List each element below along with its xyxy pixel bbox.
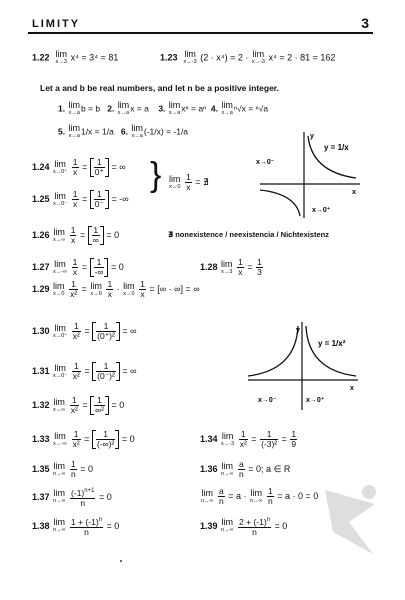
nonexistence-note: ∄ nonexistence / neexistencia / Nichtexistenz <box>168 230 330 239</box>
y-axis-label: y <box>296 327 300 334</box>
formula-1-38: 1.38 lim n→∞ $\frac{1 + (-1)^n}{n}$ = 0 <box>32 516 120 537</box>
intro-text: Let a and b be real numbers, and let n be a positive integer. <box>40 83 280 93</box>
page-header <box>28 15 373 34</box>
formula-1-29: 1.29 lim x→0 $\frac{1}{\text{x²}}$ = lim x→0 $\frac{1}{x}$ · lim x→0 $\frac{1}{x}$ = [∞ · ∞] = ∞ <box>32 279 200 299</box>
formula-1-32: 1.32 lim x→∞ $\frac{1}{\text{x²}}$ = 1 ∞² = 0 <box>32 395 125 415</box>
scan-speck <box>120 560 122 562</box>
formula-1-28: 1.28 lim x→3 $\frac{1}{x}$ = $\frac{1}{3}$ <box>200 257 262 277</box>
formula-1-33: 1.33 lim x→-∞ $\frac{1}{\text{x²}}$ = 1 (-∞)² = 0 <box>32 429 135 449</box>
formula-1-36-derivation: lim n→∞ $\frac{a}{n}$ = a · lim n→∞ $\frac{1}{n}$ = a · 0 = 0 <box>201 486 319 506</box>
graph-inverse-square <box>244 318 362 414</box>
formula-1-31: 1.31 lim x→0⁻ $\frac{1}{\text{x²}}$ = $\frac{1}{\text{(0⁻)²}}$ = ∞ <box>32 361 137 381</box>
rules-row-2: 5. lim x→a 1/x = 1/a 6. lim x→a (-1/x) = -1/a <box>58 123 189 139</box>
right-limit-label: x→0⁺ <box>312 207 331 214</box>
right-limit-label: x→0⁺ <box>306 397 325 404</box>
graph-reciprocal <box>252 128 364 220</box>
formula-1-34: 1.34 lim x→-3 $\frac{1}{\text{x²}}$ = $\frac{1}{\text{(-3)²}}$ = $\frac{1}{9}$ <box>200 429 297 449</box>
curve-right <box>306 326 356 376</box>
graph-label: y = 1/x² <box>318 339 346 348</box>
formula-1-25: 1.25 lim x→0⁻ $\frac{1}{x}$ = $\frac{1}{0^-}$ = -∞ <box>32 189 129 209</box>
formula-1-22: 1.22 lim x→3 x⁴ = 3⁴ = 81 <box>32 49 119 65</box>
formula-1-36: 1.36 lim n→∞ $\frac{a}{n}$ = 0; a ∈ R <box>200 459 291 479</box>
curve-negative <box>260 190 300 216</box>
graph-label: y = 1/x <box>324 143 349 152</box>
y-axis-label: y <box>310 133 314 140</box>
left-limit-label: x→0⁻ <box>258 397 277 404</box>
chapter-title: LIMITY <box>32 18 81 30</box>
watermark-logo <box>315 480 385 560</box>
formula-1-27: 1.27 lim x→-∞ $\frac{1}{x}$ = 1 -∞ = 0 <box>32 257 124 277</box>
x-axis-label: x <box>350 385 354 392</box>
formula-brace-result: lim x→0 $\frac{1}{x}$ = ∄ <box>169 172 209 192</box>
curly-brace: } <box>150 156 162 194</box>
formula-1-24: 1.24 lim x→0⁺ $\frac{1}{x}$ = $\frac{1}{0^+}$ = ∞ <box>32 157 126 177</box>
formula-1-30: 1.30 lim x→0⁺ $\frac{1}{\text{x²}}$ = $\frac{1}{\text{(0⁺)²}}$ = ∞ <box>32 321 137 341</box>
formula-1-26: 1.26 lim x→∞ $\frac{1}{x}$ = 1 ∞ = 0 <box>32 225 120 245</box>
formula-1-23: 1.23 lim x→-3 (2 · x⁴) = 2 · lim x→-3 x⁴ = 2 · 81 = 162 <box>160 49 336 65</box>
curve-left <box>248 326 298 376</box>
left-limit-label: x→0⁻ <box>256 159 275 166</box>
header-rule <box>28 32 373 34</box>
formula-1-39: 1.39 lim n→∞ $\frac{2 + (-1)^n}{n}$ = 0 <box>200 516 288 537</box>
formula-1-35: 1.35 lim n→∞ $\frac{1}{n}$ = 0 <box>32 459 94 479</box>
formula-1-37: 1.37 lim n→∞ $\frac{(-1)^{n+1}}{n}$ = 0 <box>32 487 112 508</box>
page-number: 3 <box>361 15 369 31</box>
rules-row-1: 1. lim x→a b = b 2. lim x→a x = a 3. lim x→a xⁿ = aⁿ 4. lim x→a ⁿ√x = ⁿ√a <box>58 100 269 116</box>
x-axis-label: x <box>352 189 356 196</box>
